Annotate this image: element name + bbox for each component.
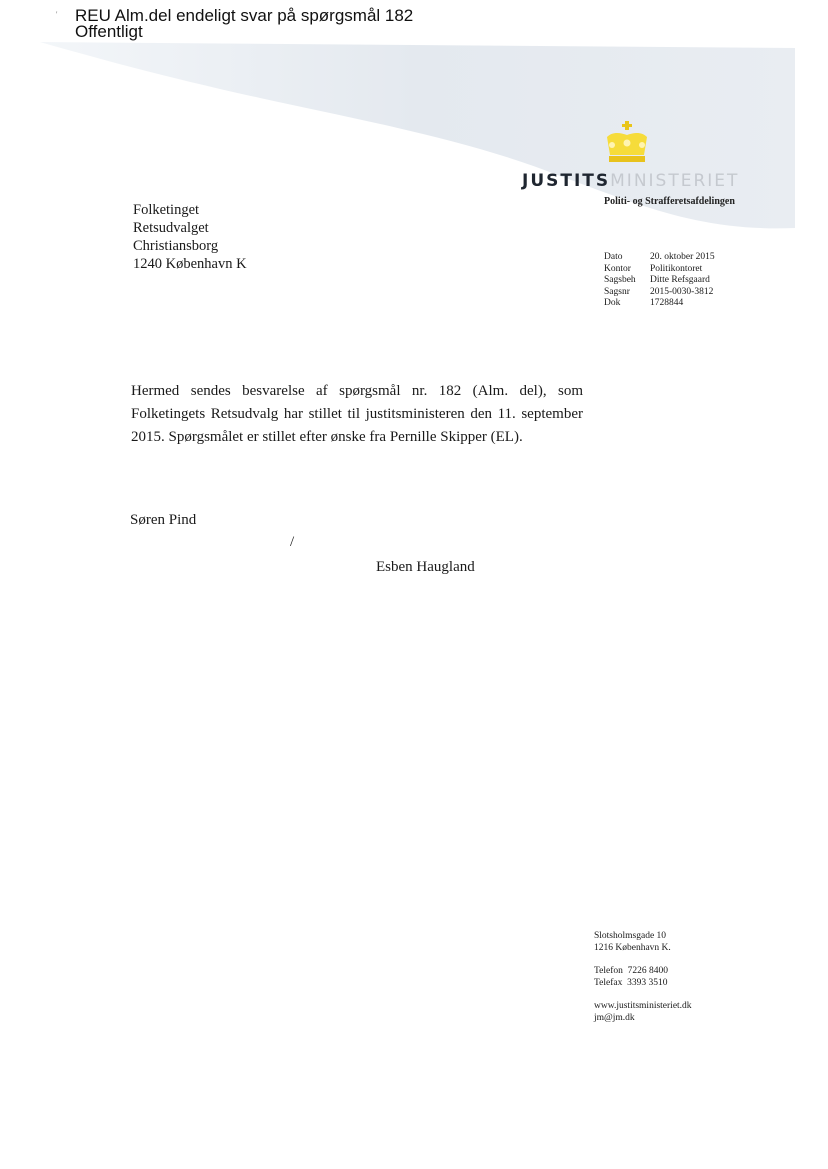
meta-label: Dato [604,252,623,262]
stamp-classification: Offentligt [75,22,143,41]
footer-web [594,1001,692,1024]
meta-row-date [604,252,715,264]
logo-text-bold: JUSTITS [522,171,611,191]
stamp-title: REU Alm.del endeligt svar på spørgsmål 182 [75,6,414,25]
phone-label: Telefon [594,966,623,976]
meta-value: 2015-0030-3812 [650,286,714,297]
meta-row-document [604,298,715,310]
fax-value: 3393 3510 [627,977,668,988]
official-signature: Esben Haugland [376,559,475,575]
meta-row-handler [604,275,715,287]
meta-row-office [604,264,715,276]
footer-street: Slotsholmsgade 10 [594,931,667,941]
footer-phones [594,966,692,989]
email-link[interactable]: jm@jm.dk [594,1012,635,1023]
meta-value: Politikontoret [650,263,703,274]
logo-text-light: MINISTERIET [610,171,740,191]
recipient-line: Folketinget [133,202,200,218]
case-metadata [604,252,715,310]
meta-value: Ditte Refsgaard [650,275,710,285]
footer-fax-row [594,978,692,990]
phone-value: 7226 8400 [627,966,669,976]
footer-phone-row [594,966,692,978]
footer-address [594,931,692,954]
minister-signature: Søren Pind [130,512,197,528]
meta-label: Dok [604,298,621,308]
meta-label: Sagsbeh [604,275,636,285]
recipient-address [133,201,247,273]
footer-contact [594,931,692,1024]
meta-label: Kontor [604,263,631,274]
meta-label: Sagsnr [604,286,630,297]
signature-separator: / [290,534,295,550]
website-link[interactable]: www.justitsministeriet.dk [594,1001,692,1011]
footer-city: 1216 København K. [594,942,671,953]
recipient-line: Christiansborg [133,238,219,254]
fax-label: Telefax [594,977,623,988]
meta-row-case-number [604,287,715,299]
recipient-line: 1240 København K [133,256,247,272]
department-name: Politi- og Strafferetsafdelingen [604,196,735,207]
meta-value: 20. oktober 2015 [650,252,715,262]
meta-value: 1728844 [650,298,684,308]
scan-mark: ' [56,10,58,19]
crown-icon [603,121,651,165]
letter-body: Hermed sendes besvarelse af spørgsmål nr. 182 (Alm. del), som Folketingets Retsudvalg har stillet til justitsministeren den 11. september 2015. Spørgsmålet er stillet efter ønske fra Pernille Skipper (EL). [131,383,583,445]
recipient-line: Retsudvalget [133,220,209,236]
ministry-logo [522,171,739,191]
